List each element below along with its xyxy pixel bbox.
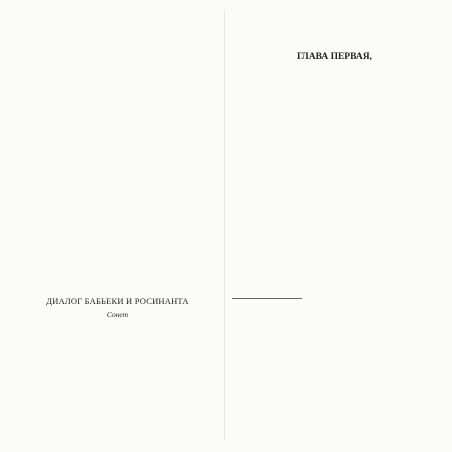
right-page	[232, 40, 437, 420]
left-page	[20, 40, 215, 420]
dialog-section	[20, 296, 215, 327]
dialog-subtitle: Сонет	[106, 310, 129, 319]
chapter-heading	[232, 52, 437, 64]
chapter-title: ГЛАВА ПЕРВАЯ,	[297, 52, 372, 62]
dialog-title: ДИАЛОГ БАБЬЕКИ И РОСИНАНТА	[46, 296, 189, 306]
book-gutter	[224, 10, 225, 440]
footnote-rule	[232, 298, 302, 299]
chapter-body	[232, 92, 437, 93]
